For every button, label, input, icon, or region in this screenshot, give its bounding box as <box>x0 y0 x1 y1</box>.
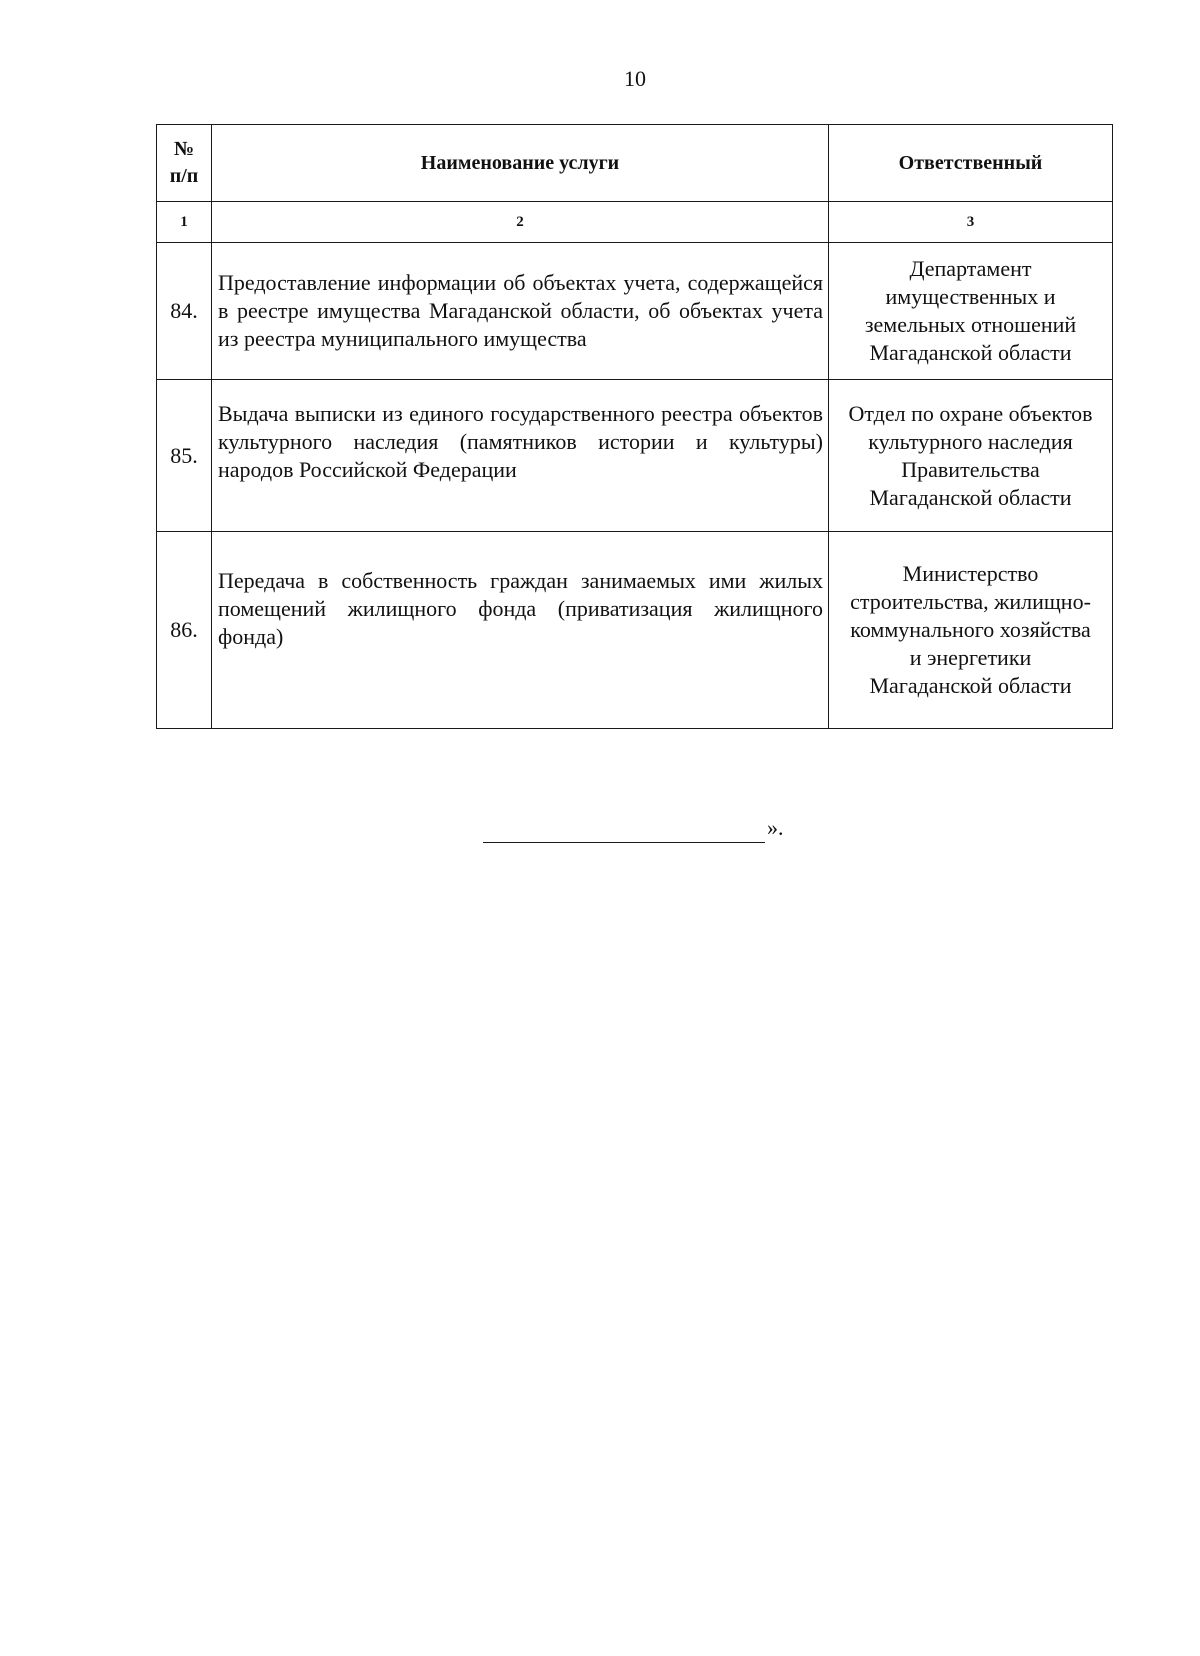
row-number: 86. <box>157 532 212 729</box>
responsible-body <box>829 532 1113 729</box>
responsible-line: Правительства <box>901 456 1040 482</box>
header-number-symbol: № <box>173 138 195 160</box>
header-service-name: Наименование услуги <box>212 125 829 202</box>
responsible-line: Отдел по охране объектов <box>848 400 1093 426</box>
column-index-row <box>157 202 1113 243</box>
header-number <box>157 125 212 202</box>
responsible-line: строительства, жилищно- <box>850 589 1091 614</box>
table-row <box>157 532 1113 729</box>
responsible-line: коммунального хозяйства <box>850 617 1091 642</box>
service-name: Предоставление информации об объектах учета, содержащейся в реестре имущества Магаданской области, об объектах учета из реестра муниципального имущества <box>212 243 829 380</box>
column-index: 2 <box>212 202 829 243</box>
page-number: 10 <box>624 66 646 91</box>
column-index: 3 <box>829 202 1113 243</box>
responsible-line: имущественных и <box>885 284 1056 309</box>
table-row <box>157 243 1113 380</box>
responsible-line: Министерство <box>902 561 1039 586</box>
row-number: 85. <box>157 380 212 532</box>
table-header-row <box>157 125 1113 202</box>
responsible-line: Магаданской области <box>869 673 1072 698</box>
responsible-line: и энергетики <box>909 645 1032 670</box>
service-name: Передача в собственность граждан занимаемых ими жилых помещений жилищного фонда (приватизация жилищного фонда) <box>212 532 829 729</box>
closing-underline <box>483 812 765 843</box>
responsible-body <box>829 243 1113 380</box>
row-number: 84. <box>157 243 212 380</box>
responsible-line: Магаданской области <box>869 484 1072 510</box>
responsible-line: культурного наследия <box>868 428 1073 454</box>
responsible-line: Магаданской области <box>869 340 1072 365</box>
services-table <box>156 124 1113 729</box>
column-index: 1 <box>157 202 212 243</box>
responsible-line: земельных отношений <box>864 312 1077 337</box>
closing-mark <box>483 812 784 843</box>
header-number-sub: п/п <box>169 165 199 187</box>
responsible-line: Департамент <box>909 256 1032 281</box>
responsible-body <box>829 380 1113 532</box>
header-responsible: Ответственный <box>829 125 1113 202</box>
service-name: Выдача выписки из единого государственного реестра объектов культурного наследия (памятников истории и культуры) народов Российской Федерации <box>212 380 829 532</box>
table-row <box>157 380 1113 532</box>
closing-quote: ». <box>767 815 784 840</box>
